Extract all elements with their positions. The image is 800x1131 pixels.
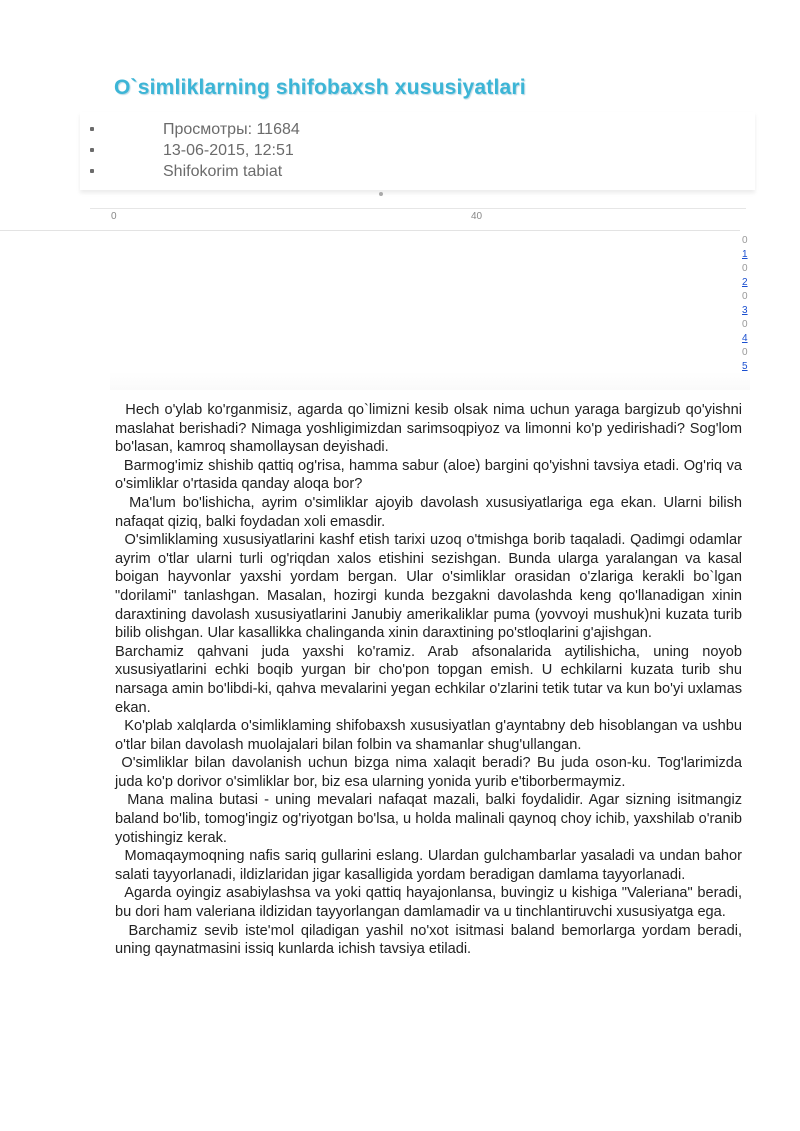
bullet-icon — [90, 148, 94, 152]
divider — [90, 208, 746, 209]
article-meta — [80, 112, 755, 190]
bullet-icon — [90, 127, 94, 131]
rating-link-3[interactable]: 3 — [742, 305, 748, 316]
rating-count-4: 0 — [742, 319, 748, 330]
paragraph: Barchamiz sevib iste'mol qiladigan yashil no'xot isitmasi baland bemorlarga yordam beradi, uning qaynatmasini issiq kunlarda ichish tavsiya etiladi. — [115, 922, 742, 958]
views-count: Просмотры: 11684 — [163, 121, 300, 138]
paragraph: Ma'lum bo'lishicha, ayrim o'simliklar ajoyib davolash xususiyatlariga ega ekan. Ularni bilish nafaqat qiziq, balki foydadan xoli emasdir. — [115, 494, 742, 530]
divider — [0, 230, 740, 231]
paragraph: Barmog'imiz shishib qattiq og'risa, hamma sabur (aloe) bargini qo'yishni tavsiya etadi. Og'riq va o'simliklar o'rtasida qanday aloqa bor? — [115, 457, 742, 493]
counter-left: 0 — [111, 211, 117, 222]
paragraph: Mana malina butasi - uning mevalari nafaqat mazali, balki foydalidir. Agar sizning isitmangiz baland bo'lib, tomog'ingiz og'riyotgan bo'lsa, u holda malinali qaynoq choy ichib, yaxshilab o'ranib yotishingiz kerak. — [115, 792, 742, 846]
paragraph: Agarda oyingiz asabiylashsa va yoki qattiq hayajonlansa, buvingiz u kishiga "Valeriana" beradi, bu dori ham valeriana ildizidan tayyorlangan damlamadir va u tinchlantiruvchi xususiyatga ega. — [115, 885, 742, 921]
rating-widget — [742, 234, 754, 374]
paragraph: Barchamiz qahvani juda yaxshi ko'ramiz. Arab afsonalarida aytilishicha, uning noyob xususiyatlarini echki boqib yurgan bir cho'pon topgan emish. U echkilarni kuzata turib shu narsaga amin bo'libdi-ki, qahva mevalarini yegan echkilar o'zlarini tetik tutar va kun bo'yi uxlamas ekan. — [115, 643, 742, 716]
bullet-icon — [90, 169, 94, 173]
publish-date: 13-06-2015, 12:51 — [163, 142, 294, 159]
rating-count-1: 0 — [742, 235, 748, 246]
content-top-fade — [110, 372, 750, 390]
separator-dot-icon — [379, 192, 383, 196]
paragraph: O'simliklaming xususiyatlarini kashf etish tarixi uzoq o'tmishga borib taqaladi. Qadimgi odamlar ayrim o'tlar ularni turli og'riqdan xalos etishini sezishgan. Bunda ularga yaralangan va kasal boigan hayvonlar yaxshi yordam bergan. Ular o'simliklar orasidan o'zlariga kerakli bo`lgan "dorilami" tanlashgan. Masalan, hozirgi kunda bezgakni davolashda keng qo'llanadigan xinin daraxtining davolash xususiyatlarini Janubiy amerikaliklar puma (yovvoyi mushuk)ni kuzata turib bilib olishgan. Ular kasallikka chalinganda xinin daraxtining po'stloqlarini g'ajishgan. — [115, 532, 742, 642]
rating-count-5: 0 — [742, 347, 748, 358]
rating-link-1[interactable]: 1 — [742, 249, 748, 260]
rating-link-2[interactable]: 2 — [742, 277, 748, 288]
paragraph: O'simliklar bilan davolanish uchun bizga nima xalaqit beradi? Bu juda oson-ku. Tog'larimizda juda ko'p dorivor o'simliklar bor, biz esa ularning yonida yurib e'tiborbermaymiz. — [115, 755, 742, 790]
article-body — [115, 401, 742, 959]
rating-link-5[interactable]: 5 — [742, 361, 748, 372]
page-title: O`simliklarning shifobaxsh xususiyatlari — [114, 76, 526, 99]
rating-count-3: 0 — [742, 291, 748, 302]
counter-right: 40 — [471, 211, 483, 222]
paragraph: Ko'plab xalqlarda o'simliklaming shifobaxsh xususiyatlan g'ayntabny deb hisoblangan va ushbu o'tlar bilan davolash muolajalari bilan folbin va shamanlar shug'ullangan. — [115, 718, 742, 753]
category-link[interactable]: Shifokorim tabiat — [163, 163, 283, 180]
rating-count-2: 0 — [742, 263, 748, 274]
paragraph: Momaqaymoqning nafis sariq gullarini eslang. Ulardan gulchambarlar yasaladi va undan bahor salati tayyorlanadi, ildizlaridan jigar kasalligida yordam beradigan damlama tayyorlanadi. — [115, 848, 742, 883]
paragraph: Hech o'ylab ko'rganmisiz, agarda qo`limizni kesib olsak nima uchun yaraga bargizub qo'yishni maslahat berishadi? Nimaga yoshligimizdan sarimsoqpiyoz va limonni ko'p yedirishadi? Sog'lom bo'lasan, kamroq shamollaysan deyishadi. — [115, 402, 742, 456]
rating-link-4[interactable]: 4 — [742, 333, 748, 344]
